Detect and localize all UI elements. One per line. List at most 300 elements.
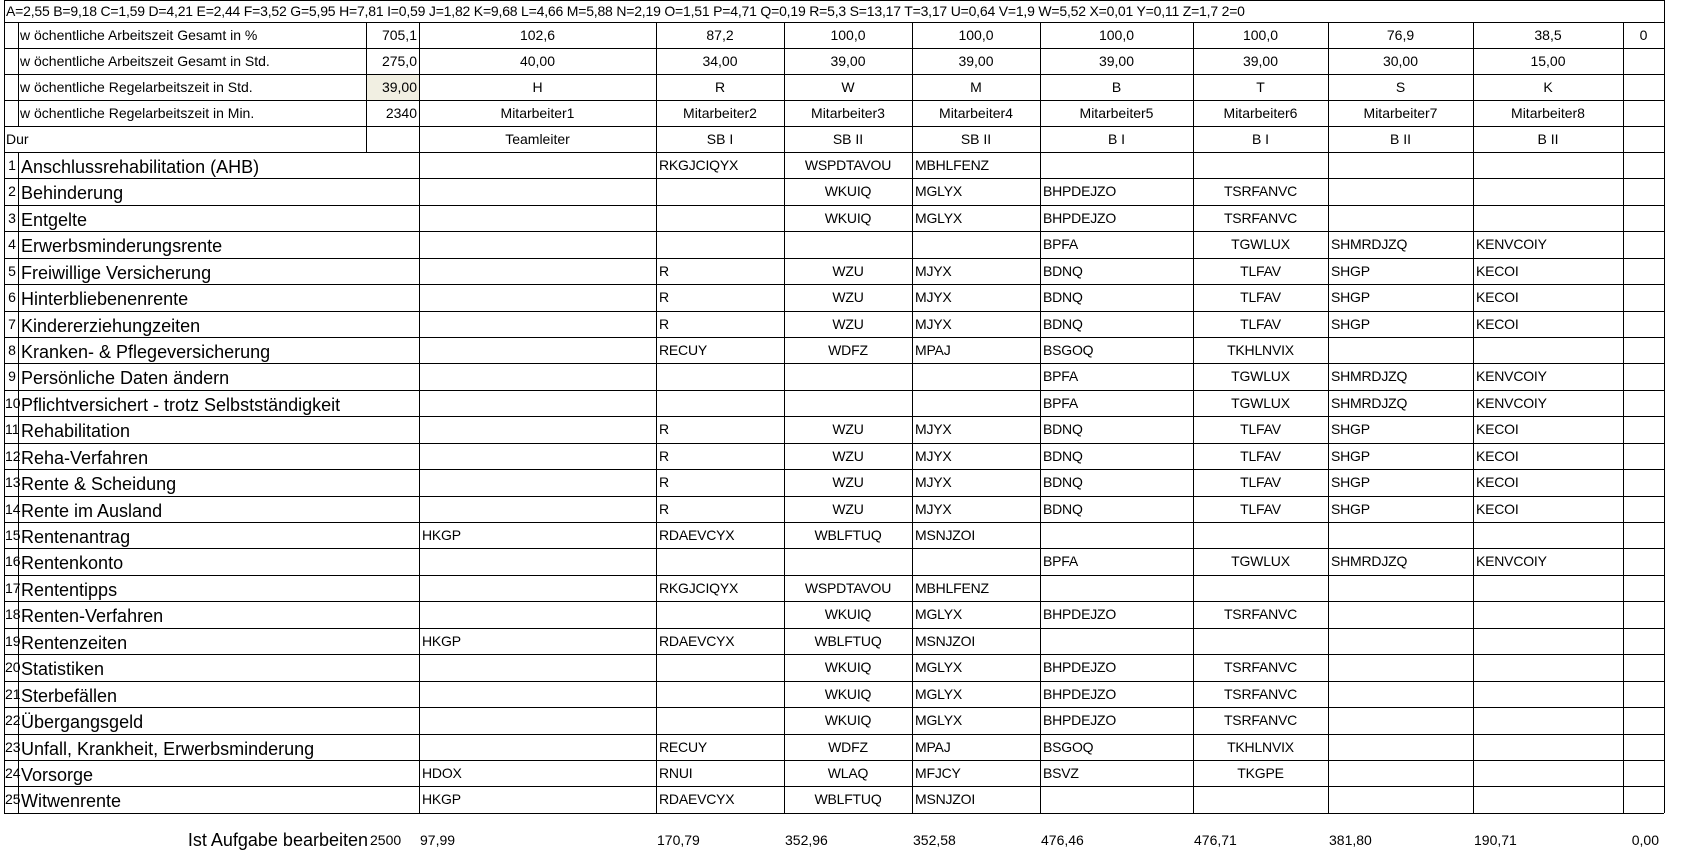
task-cell[interactable]: MGLYX bbox=[915, 183, 962, 199]
header-total[interactable]: 39,00 bbox=[381, 79, 417, 95]
task-cell[interactable]: TKHLNVIX bbox=[1227, 739, 1294, 755]
header-value[interactable]: Mitarbeiter1 bbox=[500, 105, 575, 121]
task-cell[interactable] bbox=[659, 681, 781, 707]
task-cell[interactable] bbox=[1476, 681, 1620, 707]
task-cell[interactable] bbox=[1476, 205, 1620, 231]
task-cell[interactable]: TLFAV bbox=[1240, 316, 1281, 332]
header-value[interactable]: B II bbox=[1389, 131, 1411, 147]
task-cell[interactable] bbox=[422, 601, 653, 628]
task-cell[interactable] bbox=[1626, 363, 1661, 390]
task-cell[interactable]: MGLYX bbox=[915, 712, 962, 728]
task-cell[interactable] bbox=[1626, 311, 1661, 337]
task-cell[interactable]: BSGOQ bbox=[1043, 342, 1094, 358]
task-cell[interactable]: KENVCOIY bbox=[1476, 368, 1547, 384]
task-cell[interactable]: WZU bbox=[832, 421, 864, 437]
task-cell[interactable]: MJYX bbox=[915, 421, 952, 437]
task-cell[interactable] bbox=[1626, 575, 1661, 601]
task-number[interactable]: 20 bbox=[5, 659, 21, 675]
task-cell[interactable]: MJYX bbox=[915, 289, 952, 305]
task-cell[interactable]: RECUY bbox=[659, 739, 708, 755]
task-cell[interactable] bbox=[1626, 760, 1661, 786]
task-name[interactable]: Pflichtversichert - trotz Selbstständigkeit bbox=[21, 395, 341, 415]
task-cell[interactable] bbox=[1331, 681, 1470, 707]
task-cell[interactable]: BPFA bbox=[1043, 553, 1078, 569]
task-cell[interactable] bbox=[659, 707, 781, 734]
header-value[interactable]: Mitarbeiter2 bbox=[683, 105, 757, 121]
header-value[interactable]: 38,5 bbox=[1534, 27, 1562, 43]
task-number[interactable]: 25 bbox=[5, 791, 21, 807]
header-value[interactable]: B I bbox=[1107, 131, 1126, 147]
task-cell[interactable] bbox=[659, 363, 781, 390]
header-value[interactable]: 100,0 bbox=[1242, 27, 1279, 43]
task-cell[interactable]: TKGPE bbox=[1237, 765, 1284, 781]
task-cell[interactable] bbox=[1476, 707, 1620, 734]
task-cell[interactable]: RKGJCIQYX bbox=[659, 157, 739, 173]
task-number[interactable]: 3 bbox=[8, 210, 16, 226]
task-name[interactable]: Übergangsgeld bbox=[21, 712, 144, 732]
task-cell[interactable]: KECOI bbox=[1476, 448, 1519, 464]
task-cell[interactable]: SHGP bbox=[1331, 501, 1370, 517]
task-cell[interactable]: MGLYX bbox=[915, 606, 962, 622]
task-cell[interactable] bbox=[422, 390, 653, 416]
task-cell[interactable] bbox=[1196, 786, 1325, 813]
task-name[interactable]: Entgelte bbox=[21, 210, 88, 230]
task-number[interactable]: 11 bbox=[5, 421, 20, 437]
task-cell[interactable]: TGWLUX bbox=[1231, 395, 1290, 411]
footer-label[interactable]: Ist Aufgabe bearbeiten bbox=[187, 830, 368, 850]
task-cell[interactable]: MGLYX bbox=[915, 210, 962, 226]
header-value[interactable]: W bbox=[841, 79, 855, 95]
task-cell[interactable] bbox=[1331, 205, 1470, 231]
task-cell[interactable]: BDNQ bbox=[1043, 474, 1083, 490]
task-cell[interactable]: RDAEVCYX bbox=[659, 791, 735, 807]
header-value[interactable] bbox=[1624, 100, 1663, 126]
header-label[interactable]: w öchentliche Regelarbeitszeit in Min. bbox=[20, 105, 255, 121]
task-cell[interactable] bbox=[1476, 522, 1620, 548]
task-cell[interactable]: RDAEVCYX bbox=[659, 527, 735, 543]
task-number[interactable]: 24 bbox=[5, 765, 21, 781]
footer-value[interactable]: 0,00 bbox=[1631, 832, 1659, 848]
task-number[interactable]: 22 bbox=[5, 712, 21, 728]
header-value[interactable]: 39,00 bbox=[1242, 53, 1279, 69]
task-cell[interactable]: SHGP bbox=[1331, 448, 1370, 464]
task-cell[interactable] bbox=[1196, 152, 1325, 178]
task-cell[interactable] bbox=[422, 734, 653, 760]
header-label[interactable]: w öchentliche Arbeitszeit Gesamt in % bbox=[20, 27, 258, 43]
task-cell[interactable] bbox=[1331, 628, 1470, 654]
task-cell[interactable]: KECOI bbox=[1476, 421, 1519, 437]
task-cell[interactable]: TSRFANVC bbox=[1223, 659, 1298, 675]
task-name[interactable]: Rente im Ausland bbox=[21, 501, 163, 521]
task-number[interactable]: 13 bbox=[5, 474, 21, 490]
task-cell[interactable] bbox=[1626, 734, 1661, 760]
header-value[interactable]: Mitarbeiter7 bbox=[1363, 105, 1438, 121]
task-cell[interactable]: WDFZ bbox=[828, 739, 868, 755]
task-cell[interactable]: RECUY bbox=[659, 342, 708, 358]
task-number[interactable]: 5 bbox=[8, 263, 16, 279]
task-cell[interactable] bbox=[659, 548, 781, 575]
task-cell[interactable] bbox=[915, 363, 1037, 390]
task-cell[interactable]: MPAJ bbox=[915, 342, 951, 358]
task-cell[interactable]: BHPDEJZO bbox=[1043, 712, 1117, 728]
task-cell[interactable]: KECOI bbox=[1476, 289, 1519, 305]
header-value[interactable]: SB II bbox=[832, 131, 864, 147]
task-cell[interactable]: SHGP bbox=[1331, 316, 1370, 332]
task-cell[interactable]: SHGP bbox=[1331, 289, 1370, 305]
task-cell[interactable]: RKGJCIQYX bbox=[659, 580, 739, 596]
task-cell[interactable] bbox=[422, 152, 653, 178]
task-cell[interactable]: SHGP bbox=[1331, 474, 1370, 490]
task-name[interactable]: Kranken- & Pflegeversicherung bbox=[21, 342, 271, 362]
task-cell[interactable]: RDAEVCYX bbox=[659, 633, 735, 649]
task-cell[interactable] bbox=[1626, 548, 1661, 575]
task-cell[interactable] bbox=[659, 231, 781, 258]
task-cell[interactable] bbox=[1043, 575, 1190, 601]
task-cell[interactable] bbox=[1331, 654, 1470, 681]
task-cell[interactable] bbox=[1331, 575, 1470, 601]
task-cell[interactable]: TGWLUX bbox=[1231, 553, 1290, 569]
task-cell[interactable] bbox=[1626, 681, 1661, 707]
header-value[interactable]: Mitarbeiter5 bbox=[1079, 105, 1154, 121]
task-cell[interactable]: R bbox=[659, 501, 669, 517]
header-value[interactable]: 39,00 bbox=[830, 53, 866, 69]
task-cell[interactable]: R bbox=[659, 263, 669, 279]
task-cell[interactable]: HKGP bbox=[422, 527, 461, 543]
task-name[interactable]: Freiwillige Versicherung bbox=[21, 263, 212, 283]
task-cell[interactable] bbox=[1196, 575, 1325, 601]
task-cell[interactable]: WBLFTUQ bbox=[814, 791, 882, 807]
task-cell[interactable] bbox=[787, 390, 909, 416]
footer-value[interactable]: 97,99 bbox=[420, 832, 456, 848]
task-cell[interactable] bbox=[787, 231, 909, 258]
task-cell[interactable] bbox=[915, 390, 1037, 416]
task-cell[interactable]: TLFAV bbox=[1240, 289, 1281, 305]
task-cell[interactable] bbox=[1043, 786, 1190, 813]
task-cell[interactable]: MBHLFENZ bbox=[915, 157, 989, 173]
task-number[interactable]: 2 bbox=[8, 183, 16, 199]
task-cell[interactable]: TKHLNVIX bbox=[1227, 342, 1294, 358]
header-value[interactable]: T bbox=[1256, 79, 1265, 95]
header-value[interactable]: 87,2 bbox=[706, 27, 734, 43]
task-name[interactable]: Kindererziehungzeiten bbox=[21, 316, 201, 336]
task-cell[interactable] bbox=[422, 178, 653, 205]
task-cell[interactable] bbox=[1626, 601, 1661, 628]
task-number[interactable]: 10 bbox=[5, 395, 21, 411]
task-cell[interactable] bbox=[1476, 178, 1620, 205]
task-cell[interactable] bbox=[915, 548, 1037, 575]
task-cell[interactable]: WKUIQ bbox=[824, 659, 872, 675]
header-value[interactable] bbox=[1624, 48, 1663, 74]
task-cell[interactable]: WZU bbox=[832, 448, 864, 464]
task-cell[interactable] bbox=[1476, 760, 1620, 786]
header-value[interactable]: Mitarbeiter8 bbox=[1511, 105, 1585, 121]
task-cell[interactable]: R bbox=[659, 316, 669, 332]
task-number[interactable]: 8 bbox=[8, 342, 16, 358]
task-cell[interactable]: WSPDTAVOU bbox=[804, 157, 892, 173]
footer-value[interactable]: 190,71 bbox=[1474, 832, 1517, 848]
task-cell[interactable]: HDOX bbox=[422, 765, 462, 781]
task-cell[interactable] bbox=[1626, 654, 1661, 681]
task-cell[interactable]: MGLYX bbox=[915, 659, 962, 675]
task-cell[interactable] bbox=[1626, 707, 1661, 734]
task-cell[interactable]: MFJCY bbox=[915, 765, 961, 781]
task-cell[interactable] bbox=[422, 654, 653, 681]
task-cell[interactable] bbox=[422, 363, 653, 390]
header-value[interactable]: B I bbox=[1251, 131, 1270, 147]
footer-value[interactable]: 381,80 bbox=[1329, 832, 1372, 848]
task-cell[interactable]: WLAQ bbox=[827, 765, 869, 781]
footer-value[interactable]: 476,71 bbox=[1194, 832, 1237, 848]
header-value[interactable]: 76,9 bbox=[1386, 27, 1415, 43]
header-value[interactable]: 40,00 bbox=[519, 53, 556, 69]
task-cell[interactable] bbox=[1626, 390, 1661, 416]
task-cell[interactable]: BDNQ bbox=[1043, 448, 1083, 464]
task-cell[interactable]: MPAJ bbox=[915, 739, 951, 755]
footer-value[interactable]: 476,46 bbox=[1041, 832, 1084, 848]
header-label[interactable]: w öchentliche Regelarbeitszeit in Std. bbox=[20, 79, 253, 95]
task-cell[interactable] bbox=[422, 496, 653, 522]
task-cell[interactable]: KECOI bbox=[1476, 316, 1519, 332]
task-number[interactable]: 14 bbox=[5, 501, 21, 517]
task-cell[interactable]: WBLFTUQ bbox=[814, 527, 882, 543]
task-number[interactable]: 1 bbox=[8, 157, 16, 173]
task-cell[interactable]: R bbox=[659, 421, 669, 437]
task-cell[interactable]: SHMRDJZQ bbox=[1331, 236, 1408, 252]
header-label[interactable]: Dur bbox=[6, 131, 29, 147]
task-name[interactable]: Witwenrente bbox=[21, 791, 122, 811]
header-value[interactable]: SB I bbox=[706, 131, 734, 147]
task-cell[interactable]: WBLFTUQ bbox=[814, 633, 882, 649]
task-cell[interactable]: R bbox=[659, 474, 669, 490]
task-number[interactable]: 21 bbox=[5, 686, 21, 702]
task-number[interactable]: 9 bbox=[8, 368, 16, 384]
task-cell[interactable] bbox=[1476, 601, 1620, 628]
task-name[interactable]: Persönliche Daten ändern bbox=[21, 368, 230, 388]
task-cell[interactable]: BHPDEJZO bbox=[1043, 606, 1117, 622]
task-name[interactable]: Unfall, Krankheit, Erwerbsminderung bbox=[21, 739, 315, 759]
task-cell[interactable] bbox=[422, 443, 653, 469]
header-value[interactable]: Teamleiter bbox=[505, 131, 570, 147]
task-cell[interactable] bbox=[659, 205, 781, 231]
task-cell[interactable]: BPFA bbox=[1043, 395, 1078, 411]
task-cell[interactable]: BPFA bbox=[1043, 368, 1078, 384]
task-cell[interactable]: SHGP bbox=[1331, 263, 1370, 279]
task-cell[interactable] bbox=[1331, 178, 1470, 205]
task-cell[interactable] bbox=[787, 363, 909, 390]
task-cell[interactable]: WZU bbox=[832, 289, 864, 305]
task-cell[interactable]: MJYX bbox=[915, 474, 952, 490]
task-cell[interactable]: TSRFANVC bbox=[1223, 686, 1298, 702]
task-cell[interactable] bbox=[1626, 258, 1661, 284]
header-value[interactable]: SB II bbox=[960, 131, 992, 147]
header-value[interactable]: H bbox=[532, 79, 543, 95]
header-value[interactable]: 0 bbox=[1639, 27, 1648, 43]
task-cell[interactable] bbox=[1331, 760, 1470, 786]
task-cell[interactable] bbox=[1196, 522, 1325, 548]
task-cell[interactable]: KECOI bbox=[1476, 501, 1519, 517]
header-total[interactable]: 705,1 bbox=[381, 27, 417, 43]
task-cell[interactable]: WKUIQ bbox=[824, 606, 872, 622]
task-cell[interactable]: TLFAV bbox=[1240, 421, 1281, 437]
task-cell[interactable]: MJYX bbox=[915, 448, 952, 464]
footer-total[interactable]: 2500 bbox=[370, 832, 402, 848]
header-value[interactable]: 39,00 bbox=[958, 53, 994, 69]
task-cell[interactable]: R bbox=[659, 289, 669, 305]
task-number[interactable]: 16 bbox=[5, 553, 21, 569]
task-cell[interactable] bbox=[1626, 284, 1661, 311]
task-cell[interactable]: MSNJZOI bbox=[915, 527, 976, 543]
task-cell[interactable] bbox=[1331, 707, 1470, 734]
task-cell[interactable] bbox=[787, 548, 909, 575]
task-cell[interactable]: R bbox=[659, 448, 669, 464]
task-cell[interactable]: WDFZ bbox=[828, 342, 868, 358]
task-cell[interactable]: KENVCOIY bbox=[1476, 236, 1547, 252]
task-number[interactable]: 15 bbox=[5, 527, 21, 543]
task-cell[interactable] bbox=[1476, 337, 1620, 363]
task-cell[interactable] bbox=[1626, 205, 1661, 231]
task-cell[interactable] bbox=[1331, 152, 1470, 178]
footer-value[interactable]: 352,58 bbox=[913, 832, 956, 848]
header-value[interactable]: Mitarbeiter4 bbox=[939, 105, 1013, 121]
task-cell[interactable]: BHPDEJZO bbox=[1043, 659, 1117, 675]
task-name[interactable]: Reha-Verfahren bbox=[21, 448, 149, 468]
task-cell[interactable]: TLFAV bbox=[1240, 474, 1281, 490]
header-value[interactable]: 100,0 bbox=[1098, 27, 1135, 43]
weights-line[interactable]: A=2,55 B=9,18 C=1,59 D=4,21 E=2,44 F=3,52 G=5,95 H=7,81 I=0,59 J=1,82 K=9,68 L=4,66 M=5,88 N=2,19 O=1,51 P=4,71 Q=0,19 R=5,3 S=13,17 T=3,17 U=0,64 V=1,9 W=5,52 X=0,01 Y=0,11 Z=1,7 2=0 bbox=[6, 3, 1245, 19]
task-cell[interactable] bbox=[1476, 786, 1620, 813]
task-cell[interactable] bbox=[1043, 522, 1190, 548]
task-cell[interactable]: WZU bbox=[832, 501, 864, 517]
task-cell[interactable]: BPFA bbox=[1043, 236, 1078, 252]
task-name[interactable]: Rentenkonto bbox=[21, 553, 124, 573]
task-cell[interactable] bbox=[1331, 786, 1470, 813]
task-cell[interactable]: BHPDEJZO bbox=[1043, 183, 1117, 199]
task-number[interactable]: 19 bbox=[5, 633, 21, 649]
task-cell[interactable] bbox=[422, 231, 653, 258]
task-cell[interactable]: SHGP bbox=[1331, 421, 1370, 437]
task-name[interactable]: Erwerbsminderungsrente bbox=[21, 236, 223, 256]
task-cell[interactable] bbox=[1626, 416, 1661, 443]
task-cell[interactable] bbox=[1331, 734, 1470, 760]
task-cell[interactable] bbox=[659, 178, 781, 205]
task-cell[interactable]: WKUIQ bbox=[824, 210, 872, 226]
header-value[interactable]: Mitarbeiter6 bbox=[1223, 105, 1298, 121]
task-cell[interactable] bbox=[1626, 443, 1661, 469]
task-cell[interactable] bbox=[1626, 628, 1661, 654]
task-cell[interactable] bbox=[659, 390, 781, 416]
task-cell[interactable]: BSGOQ bbox=[1043, 739, 1094, 755]
task-cell[interactable]: KENVCOIY bbox=[1476, 395, 1547, 411]
task-cell[interactable]: TSRFANVC bbox=[1223, 606, 1298, 622]
task-name[interactable]: Anschlussrehabilitation (AHB) bbox=[21, 157, 260, 177]
task-cell[interactable]: BHPDEJZO bbox=[1043, 210, 1117, 226]
task-cell[interactable] bbox=[1626, 337, 1661, 363]
task-number[interactable]: 18 bbox=[5, 606, 21, 622]
header-value[interactable]: 34,00 bbox=[702, 53, 738, 69]
task-cell[interactable] bbox=[1626, 522, 1661, 548]
task-cell[interactable]: WKUIQ bbox=[824, 686, 872, 702]
task-number[interactable]: 4 bbox=[8, 236, 16, 252]
task-cell[interactable]: WKUIQ bbox=[824, 183, 872, 199]
header-value[interactable]: K bbox=[1543, 79, 1553, 95]
task-cell[interactable]: MBHLFENZ bbox=[915, 580, 989, 596]
task-cell[interactable] bbox=[422, 707, 653, 734]
header-value[interactable] bbox=[1624, 74, 1663, 100]
task-cell[interactable]: MSNJZOI bbox=[915, 633, 976, 649]
task-cell[interactable]: KECOI bbox=[1476, 474, 1519, 490]
task-cell[interactable]: RNUI bbox=[659, 765, 693, 781]
task-cell[interactable] bbox=[422, 284, 653, 311]
task-cell[interactable] bbox=[1331, 337, 1470, 363]
task-name[interactable]: Rente & Scheidung bbox=[21, 474, 177, 494]
task-cell[interactable] bbox=[422, 258, 653, 284]
task-cell[interactable] bbox=[422, 575, 653, 601]
task-cell[interactable]: WSPDTAVOU bbox=[804, 580, 892, 596]
task-name[interactable]: Hinterbliebenenrente bbox=[21, 289, 189, 309]
task-cell[interactable] bbox=[915, 231, 1037, 258]
task-name[interactable]: Rententipps bbox=[21, 580, 118, 600]
task-cell[interactable] bbox=[1626, 178, 1661, 205]
task-cell[interactable]: WZU bbox=[832, 316, 864, 332]
task-name[interactable]: Rehabilitation bbox=[21, 421, 131, 441]
task-cell[interactable] bbox=[1043, 152, 1190, 178]
task-cell[interactable]: TGWLUX bbox=[1231, 368, 1290, 384]
task-cell[interactable]: BDNQ bbox=[1043, 421, 1083, 437]
task-cell[interactable]: MGLYX bbox=[915, 686, 962, 702]
task-cell[interactable]: BDNQ bbox=[1043, 316, 1083, 332]
header-value[interactable]: 102,6 bbox=[519, 27, 556, 43]
task-cell[interactable] bbox=[1476, 152, 1620, 178]
task-number[interactable]: 6 bbox=[8, 289, 16, 305]
header-value[interactable]: 39,00 bbox=[1098, 53, 1135, 69]
task-cell[interactable] bbox=[1626, 231, 1661, 258]
header-value[interactable]: 100,0 bbox=[958, 27, 994, 43]
task-cell[interactable]: KECOI bbox=[1476, 263, 1519, 279]
task-name[interactable]: Rentenzeiten bbox=[21, 633, 128, 653]
task-cell[interactable]: HKGP bbox=[422, 633, 461, 649]
task-name[interactable]: Statistiken bbox=[21, 659, 105, 679]
task-cell[interactable] bbox=[422, 548, 653, 575]
task-name[interactable]: Sterbefällen bbox=[21, 686, 118, 706]
task-cell[interactable]: TSRFANVC bbox=[1223, 712, 1298, 728]
task-cell[interactable]: TGWLUX bbox=[1231, 236, 1290, 252]
footer-value[interactable]: 352,96 bbox=[785, 832, 828, 848]
task-cell[interactable] bbox=[1476, 654, 1620, 681]
task-cell[interactable] bbox=[1476, 734, 1620, 760]
task-cell[interactable] bbox=[1043, 628, 1190, 654]
task-name[interactable]: Renten-Verfahren bbox=[21, 606, 164, 626]
task-cell[interactable] bbox=[422, 681, 653, 707]
task-cell[interactable]: BDNQ bbox=[1043, 263, 1083, 279]
task-cell[interactable]: MSNJZOI bbox=[915, 791, 976, 807]
task-cell[interactable]: HKGP bbox=[422, 791, 461, 807]
header-value[interactable] bbox=[1624, 126, 1663, 152]
task-cell[interactable]: TLFAV bbox=[1240, 501, 1281, 517]
task-number[interactable]: 12 bbox=[5, 448, 21, 464]
task-name[interactable]: Rentenantrag bbox=[21, 527, 131, 547]
task-cell[interactable] bbox=[422, 469, 653, 496]
task-name[interactable]: Behinderung bbox=[21, 183, 124, 203]
task-cell[interactable]: TSRFANVC bbox=[1223, 183, 1298, 199]
task-cell[interactable]: BDNQ bbox=[1043, 289, 1083, 305]
task-cell[interactable]: KENVCOIY bbox=[1476, 553, 1547, 569]
task-cell[interactable]: BDNQ bbox=[1043, 501, 1083, 517]
header-total[interactable]: 275,0 bbox=[381, 53, 417, 69]
header-value[interactable]: 15,00 bbox=[1530, 53, 1566, 69]
task-cell[interactable]: WZU bbox=[832, 263, 864, 279]
task-cell[interactable]: MJYX bbox=[915, 501, 952, 517]
header-value[interactable]: R bbox=[714, 79, 726, 95]
